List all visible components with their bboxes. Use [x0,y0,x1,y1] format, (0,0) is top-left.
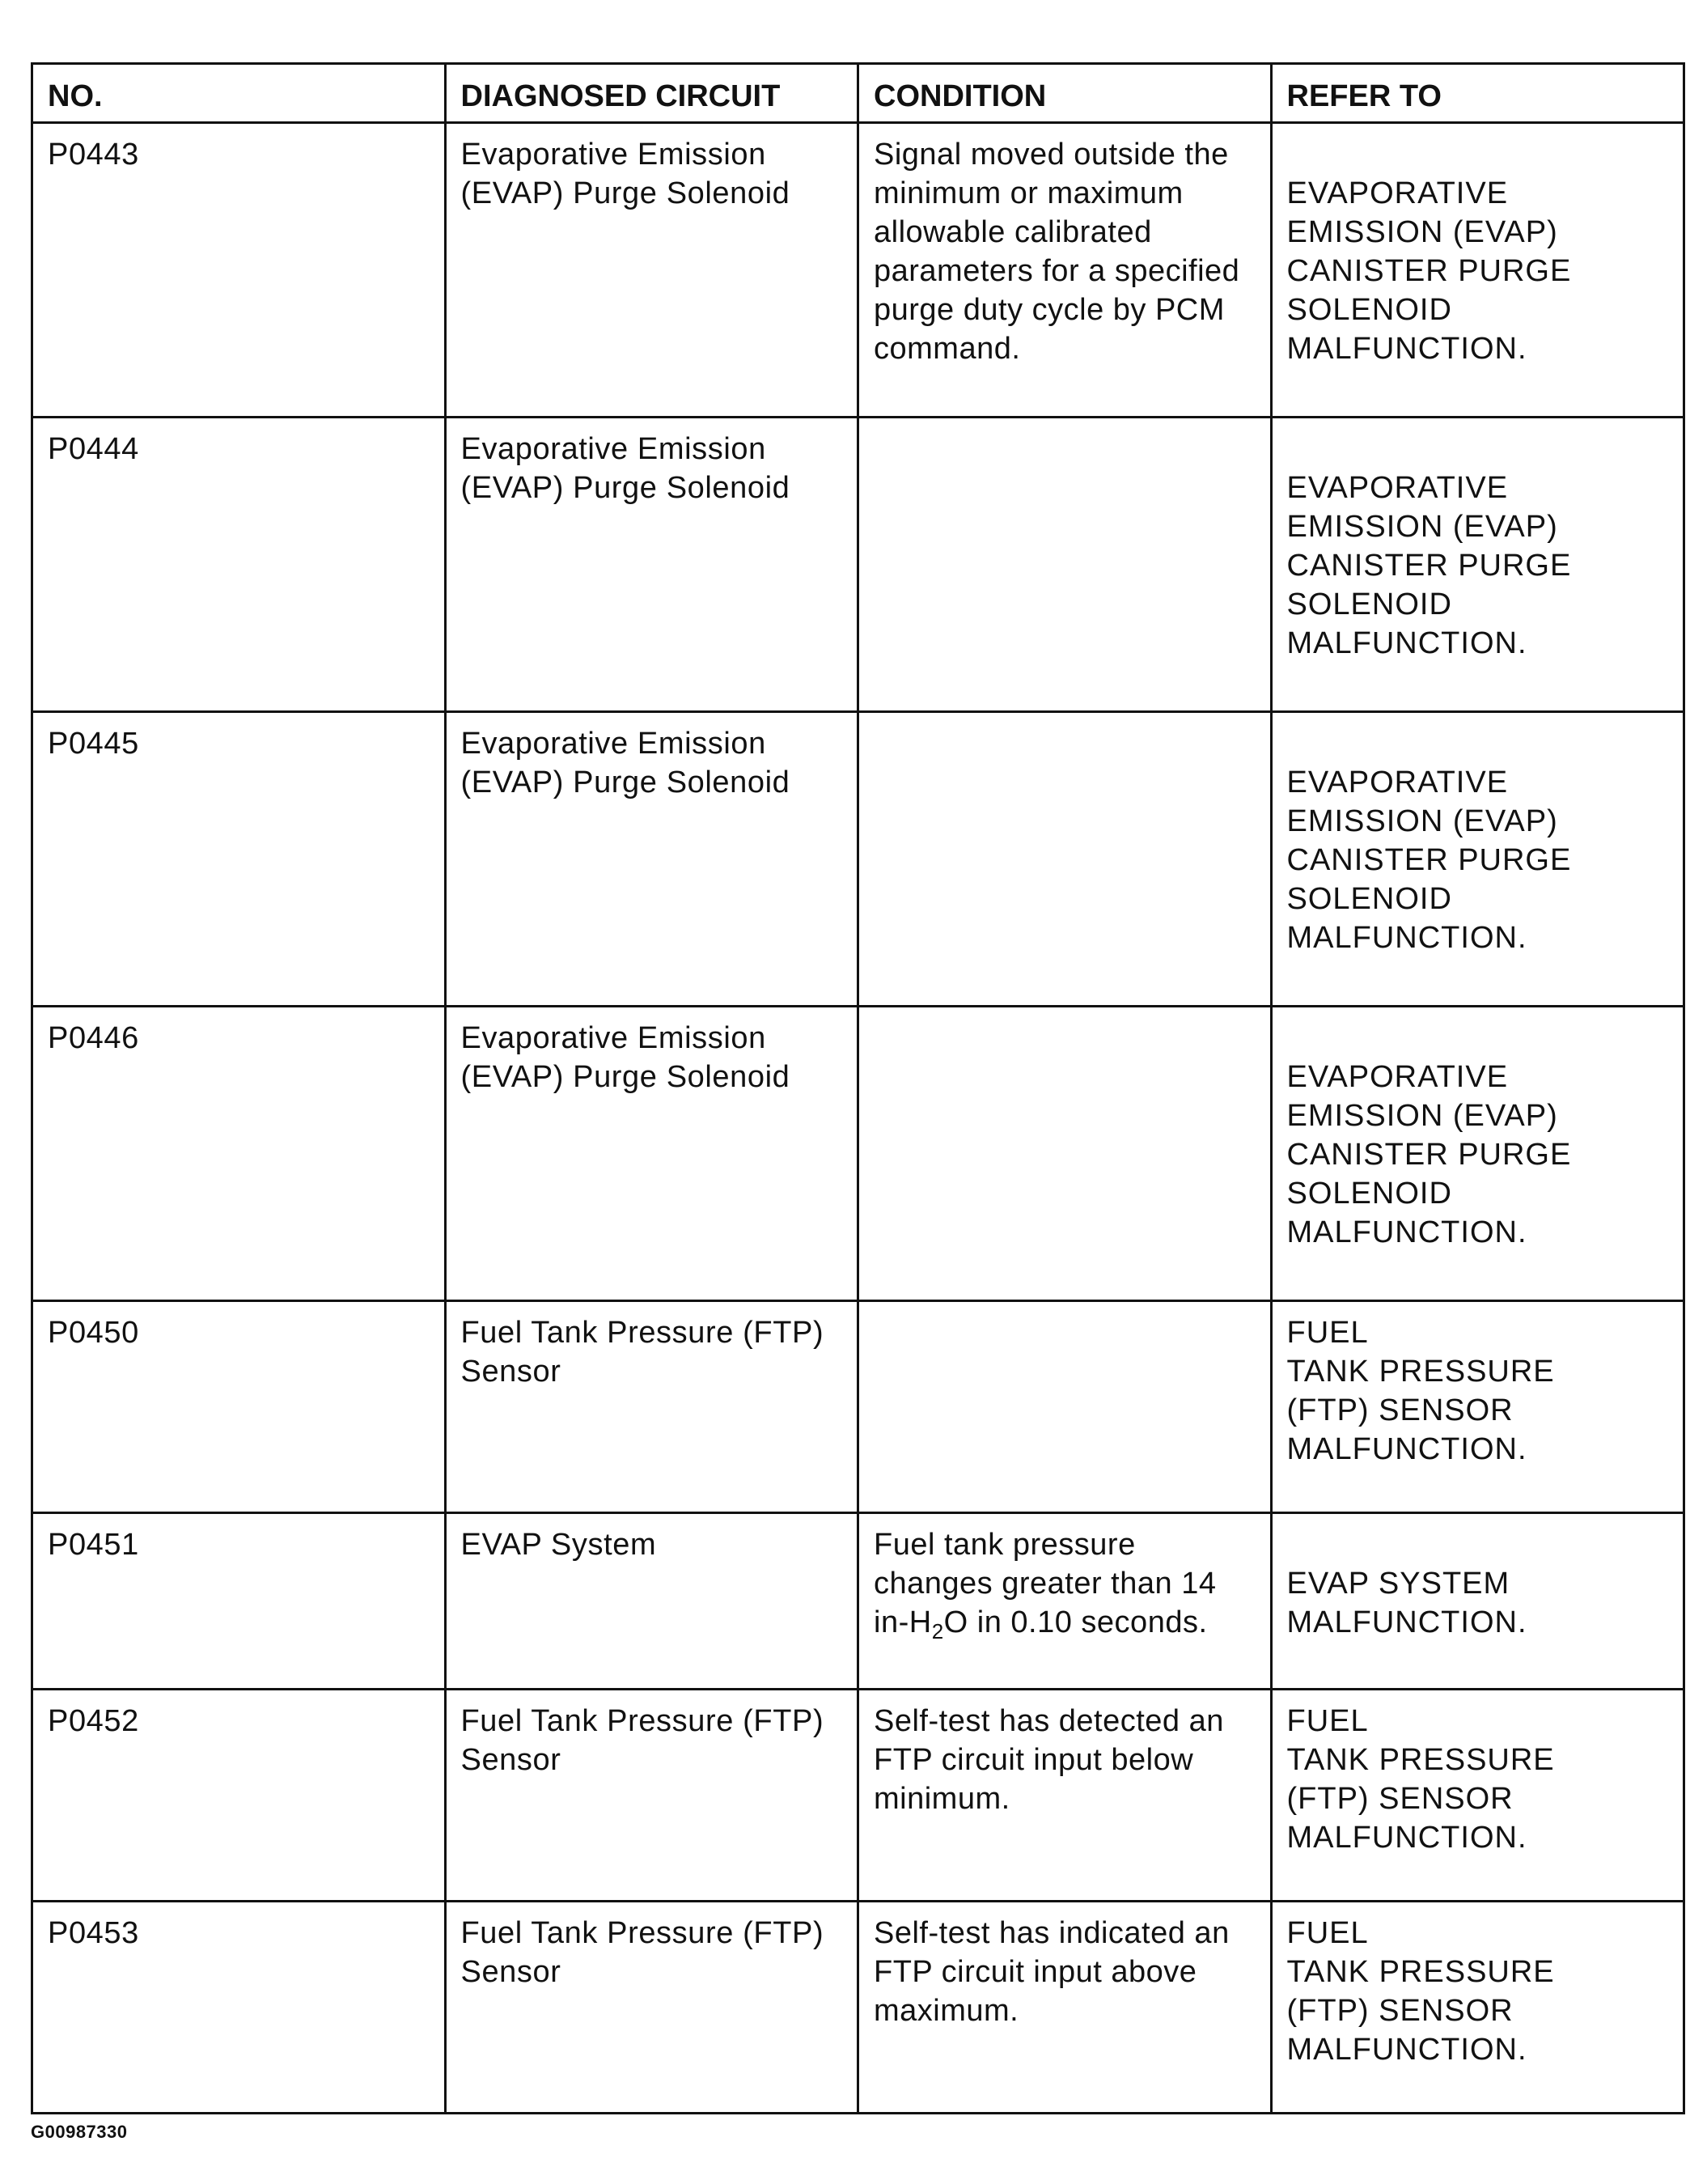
dtc-code-cell [32,123,446,418]
refer-to-text: EVAPORATIVE EMISSION (EVAP) CANISTER PURGE SOLENOID MALFUNCTION. [1286,1060,1572,1249]
condition-cell [858,1301,1272,1513]
dtc-code-cell [32,712,446,1007]
header-no: NO. [32,64,446,123]
diagnosed-circuit: Evaporative Emission (EVAP) Purge Solenoid [460,1021,790,1094]
refer-cell [1271,418,1684,712]
refer-to-text: FUEL TANK PRESSURE (FTP) SENSOR MALFUNCTION. [1286,1704,1555,1855]
dtc-code: P0453 [48,1916,139,1950]
circuit-cell [445,1690,858,1902]
refer-to-text: FUEL TANK PRESSURE (FTP) SENSOR MALFUNCTION. [1286,1916,1555,2067]
condition-cell [858,1007,1272,1301]
header-row [32,64,1684,123]
refer-cell [1271,1007,1684,1301]
table-row [32,1007,1684,1301]
header-diagnosed-circuit: DIAGNOSED CIRCUIT [445,64,858,123]
dtc-table [31,62,1685,2114]
header-condition: CONDITION [858,64,1272,123]
diagnosed-circuit: Evaporative Emission (EVAP) Purge Solenoid [460,138,790,210]
condition-text: Signal moved outside the minimum or maximum allowable calibrated parameters for a specified purge duty cycle by PCM command. [874,138,1240,366]
dtc-code: P0450 [48,1316,139,1350]
refer-cell [1271,1301,1684,1513]
diagnosed-circuit: Evaporative Emission (EVAP) Purge Solenoid [460,432,790,505]
condition-cell [858,712,1272,1007]
refer-cell [1271,1902,1684,2114]
diagnosed-circuit: Fuel Tank Pressure (FTP) Sensor [460,1704,824,1777]
dtc-code: P0445 [48,727,139,761]
condition-line-1: Fuel tank pressure [874,1528,1136,1562]
condition-line-3-suffix: O in 0.10 seconds. [943,1605,1208,1639]
circuit-cell [445,1301,858,1513]
table-row [32,1301,1684,1513]
condition-line-2: changes greater than 14 [874,1567,1217,1601]
condition-cell [858,1902,1272,2114]
dtc-code: P0444 [48,432,139,466]
dtc-code-cell [32,1513,446,1690]
refer-to-text: EVAPORATIVE EMISSION (EVAP) CANISTER PURGE SOLENOID MALFUNCTION. [1286,765,1572,955]
refer-cell [1271,712,1684,1007]
dtc-code: P0452 [48,1704,139,1738]
dtc-code-cell [32,418,446,712]
circuit-cell [445,1902,858,2114]
dtc-code-cell [32,1690,446,1902]
condition-cell [858,123,1272,418]
dtc-code-cell [32,1301,446,1513]
refer-to-text: EVAPORATIVE EMISSION (EVAP) CANISTER PURGE SOLENOID MALFUNCTION. [1286,176,1572,366]
condition-cell [858,418,1272,712]
table-row [32,1902,1684,2114]
figure-id: G00987330 [31,2122,128,2142]
condition-cell [858,1690,1272,1902]
diagnosed-circuit: Fuel Tank Pressure (FTP) Sensor [460,1916,824,1989]
refer-cell [1271,1513,1684,1690]
table-row [32,1513,1684,1690]
header-refer-to: REFER TO [1271,64,1684,123]
dtc-code-cell [32,1902,446,2114]
refer-to-text: EVAP SYSTEM MALFUNCTION. [1286,1567,1527,1639]
table-row [32,712,1684,1007]
refer-cell [1271,1690,1684,1902]
diagnosed-circuit: Evaporative Emission (EVAP) Purge Solenoid [460,727,790,799]
refer-cell [1271,123,1684,418]
diagnosed-circuit: EVAP System [460,1528,657,1562]
diagnosed-circuit: Fuel Tank Pressure (FTP) Sensor [460,1316,824,1389]
condition-line-3-prefix: in-H [874,1605,932,1639]
condition-cell [858,1513,1272,1690]
circuit-cell [445,418,858,712]
dtc-code-cell [32,1007,446,1301]
refer-to-text: EVAPORATIVE EMISSION (EVAP) CANISTER PURGE SOLENOID MALFUNCTION. [1286,471,1572,660]
circuit-cell [445,1513,858,1690]
condition-text [874,1525,1256,1651]
refer-to-text: FUEL TANK PRESSURE (FTP) SENSOR MALFUNCTION. [1286,1316,1555,1466]
dtc-code: P0451 [48,1528,139,1562]
circuit-cell [445,123,858,418]
dtc-code: P0446 [48,1021,139,1055]
circuit-cell [445,1007,858,1301]
table-row [32,123,1684,418]
table-row [32,1690,1684,1902]
condition-text: Self-test has detected an FTP circuit input below minimum. [874,1704,1224,1816]
dtc-code: P0443 [48,138,139,172]
table-row [32,418,1684,712]
circuit-cell [445,712,858,1007]
condition-text: Self-test has indicated an FTP circuit input above maximum. [874,1916,1230,2028]
condition-line-3-subscript: 2 [931,1619,944,1643]
